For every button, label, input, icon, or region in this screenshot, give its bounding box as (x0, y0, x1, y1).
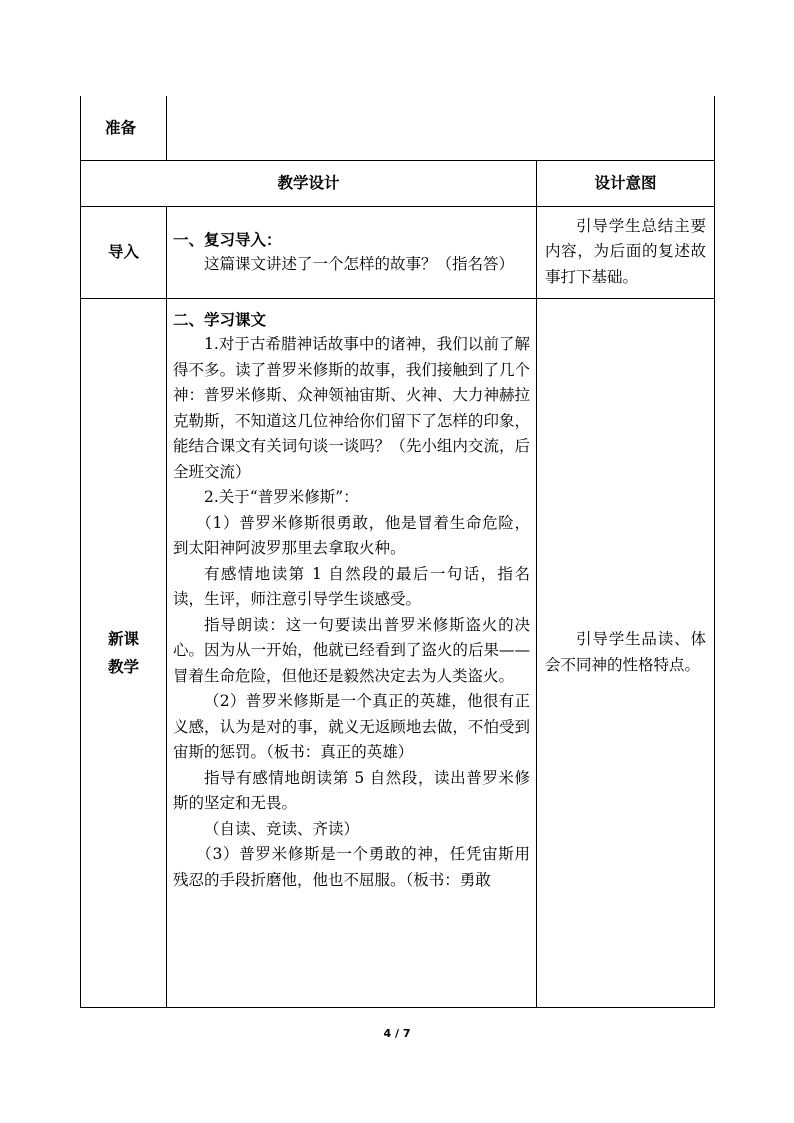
prep-row (81, 96, 715, 160)
lesson-label-line1: 新课 (107, 628, 139, 648)
lesson-paragraph: 1.对于古希腊神话故事中的诸神，我们以前了解得不多。读了普罗米修斯的故事，我们接触到了几个神：普罗米修斯、众神领袖宙斯、火神、大力神赫拉克勒斯，不知道这几位神给你们留下了怎样的印象，能结合课文有关词句谈一谈吗？（先小组内交流，后全班交流） (173, 335, 530, 481)
lesson-paragraph: （1）普罗米修斯很勇敢，他是冒着生命危险，到太阳神阿波罗那里去拿取火种。 (173, 513, 530, 557)
intro-question: 这篇课文讲述了一个怎样的故事？（指名答） (204, 255, 515, 273)
lesson-paragraph: 指导朗读：这一句要读出普罗米修斯盗火的决心。因为从一开始，他就已经看到了盗火的后果——冒着生命危险，但他还是毅然决定去为人类盗火。 (173, 615, 530, 685)
intro-label: 导入 (81, 206, 167, 298)
header-design: 教学设计 (81, 160, 537, 206)
intro-heading: 一、复习导入： (173, 229, 282, 249)
header-row (81, 160, 715, 206)
page-number: 4 / 7 (383, 1027, 411, 1040)
lesson-label-line2: 教学 (107, 656, 139, 676)
header-intent: 设计意图 (537, 160, 715, 206)
lesson-content (167, 298, 537, 1007)
lesson-intent (537, 298, 715, 1007)
lesson-paragraph: 指导有感情地朗读第 5 自然段，读出普罗米修斯的坚定和无畏。 (173, 768, 530, 812)
lesson-paragraph: 2.关于“普罗米修斯”： (204, 488, 359, 506)
lesson-row (81, 298, 715, 1007)
prep-content (167, 96, 715, 160)
lesson-paragraph: （3）普罗米修斯是一个勇敢的神，任凭宙斯用残忍的手段折磨他，他也不屈服。（板书：勇敢 (173, 845, 530, 889)
lesson-paragraph: （自读、竞读、齐读） (204, 819, 360, 838)
lesson-paragraph: （2）普罗米修斯是一个真正的英雄，他很有正义感，认为是对的事，就义无返顾地去做，不怕受到宙斯的惩罚。（板书：真正的英雄） (173, 692, 530, 761)
intro-intent-text: 引导学生总结主要内容，为后面的复述故事打下基础。 (545, 216, 706, 286)
lesson-label (81, 298, 167, 1007)
intro-content (167, 206, 537, 298)
lesson-paragraph: 有感情地读第 1 自然段的最后一句话，指名读，生评，师注意引导学生谈感受。 (173, 564, 530, 608)
lesson-plan-table (80, 96, 715, 1008)
intro-row (81, 206, 715, 298)
lesson-intent-text: 引导学生品读、体会不同神的性格特点。 (545, 630, 706, 674)
lesson-heading: 二、学习课文 (173, 309, 267, 329)
prep-label: 准备 (81, 96, 167, 160)
intro-intent (537, 206, 715, 298)
